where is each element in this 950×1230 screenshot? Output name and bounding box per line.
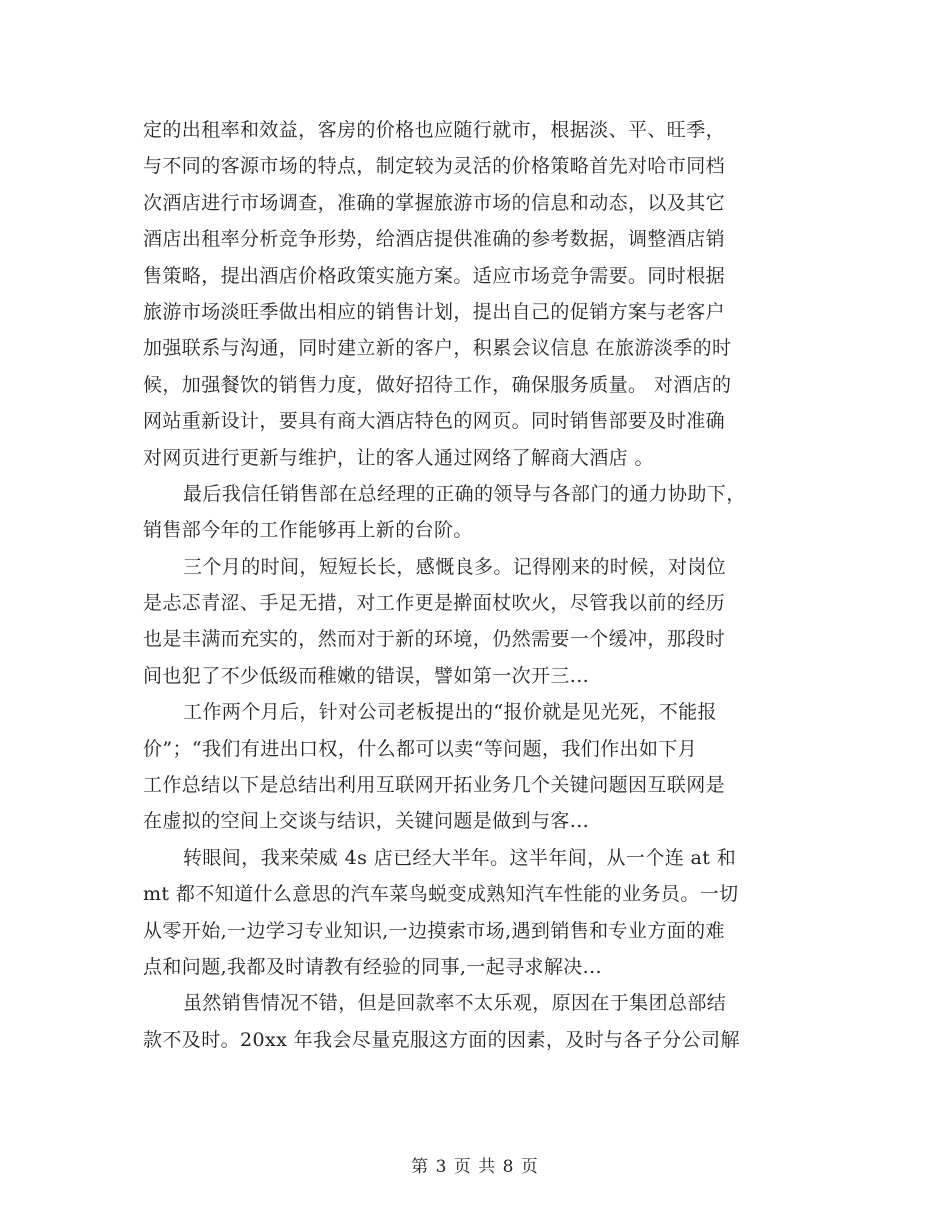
text-line: 酒店出租率分析竞争形势，给酒店提供准确的参考数据，调整酒店销 xyxy=(143,228,726,251)
text-line: 是忐忑青涩、手足无措，对工作更是擀面杖吹火，尽管我以前的经历 xyxy=(143,592,726,615)
text-line: mt 都不知道什么意思的汽车菜鸟蜕变成熟知汽车性能的业务员。一切 xyxy=(143,883,739,906)
text-line: 售策略，提出酒店价格政策实施方案。适应市场竞争需要。同时根据 xyxy=(143,264,726,287)
text-line: 销售部今年的工作能够再上新的台阶。 xyxy=(143,519,473,542)
text-line: 加强联系与沟通，同时建立新的客户，积累会议信息 在旅游淡季的时 xyxy=(143,337,732,360)
text-line: 定的出租率和效益，客房的价格也应随行就市，根据淡、平、旺季， xyxy=(143,119,726,141)
paragraph-first-line: 工作两个月后，针对公司老板提出的“报价就是见光死，不能报 xyxy=(183,701,717,724)
page-number-footer: 第 3 页 共 8 页 xyxy=(411,1157,539,1177)
text-line: 旅游市场淡旺季做出相应的销售计划，提出自己的促销方案与老客户 xyxy=(143,300,726,323)
text-line: 与不同的客源市场的特点，制定较为灵活的价格策略首先对哈市同档 xyxy=(143,155,726,178)
paragraph-first-line: 最后我信任销售部在总经理的正确的领导与各部门的通力协助下， xyxy=(183,482,746,505)
paragraph-first-line: 虽然销售情况不错，但是回款率不太乐观，原因在于集团总部结 xyxy=(183,992,727,1015)
text-line: 在虚拟的空间上交谈与结识，关键问题是做到与客... xyxy=(143,810,590,833)
text-line: 款不及时。20xx 年我会尽量克服这方面的因素，及时与各子分公司解 xyxy=(143,1028,740,1051)
text-line: 次酒店进行市场调查，准确的掌握旅游市场的信息和动态，以及其它 xyxy=(143,191,726,214)
text-line: 对网页进行更新与维护，让的客人通过网络了解商大酒店 。 xyxy=(143,446,654,469)
text-line: 从零开始,一边学习专业知识,一边摸索市场,遇到销售和专业方面的难 xyxy=(143,919,725,942)
text-line: 工作总结以下是总结出利用互联网开拓业务几个关键问题因互联网是 xyxy=(143,774,726,797)
paragraph-first-line: 三个月的时间，短短长长，感慨良多。记得刚来的时候，对岗位 xyxy=(183,555,727,578)
text-line: 候，加强餐饮的销售力度，做好招待工作，确保服务质量。 对酒店的 xyxy=(143,373,732,396)
text-line: 也是丰满而充实的，然而对于新的环境，仍然需要一个缓冲，那段时 xyxy=(143,628,726,651)
text-line: 点和问题,我都及时请教有经验的同事,一起寻求解决... xyxy=(143,955,602,978)
text-line: 价”；“我们有进出口权，什么都可以卖“等问题，我们作出如下月 xyxy=(143,737,698,760)
text-line: 间也犯了不少低级而稚嫩的错误，譬如第一次开三... xyxy=(143,664,590,687)
body-text xyxy=(143,112,803,1058)
text-line: 网站重新设计，要具有商大酒店特色的网页。同时销售部要及时准确 xyxy=(143,410,726,433)
paragraph-first-line: 转眼间，我来荣威 4s 店已经大半年。这半年间，从一个连 at 和 xyxy=(183,846,737,869)
